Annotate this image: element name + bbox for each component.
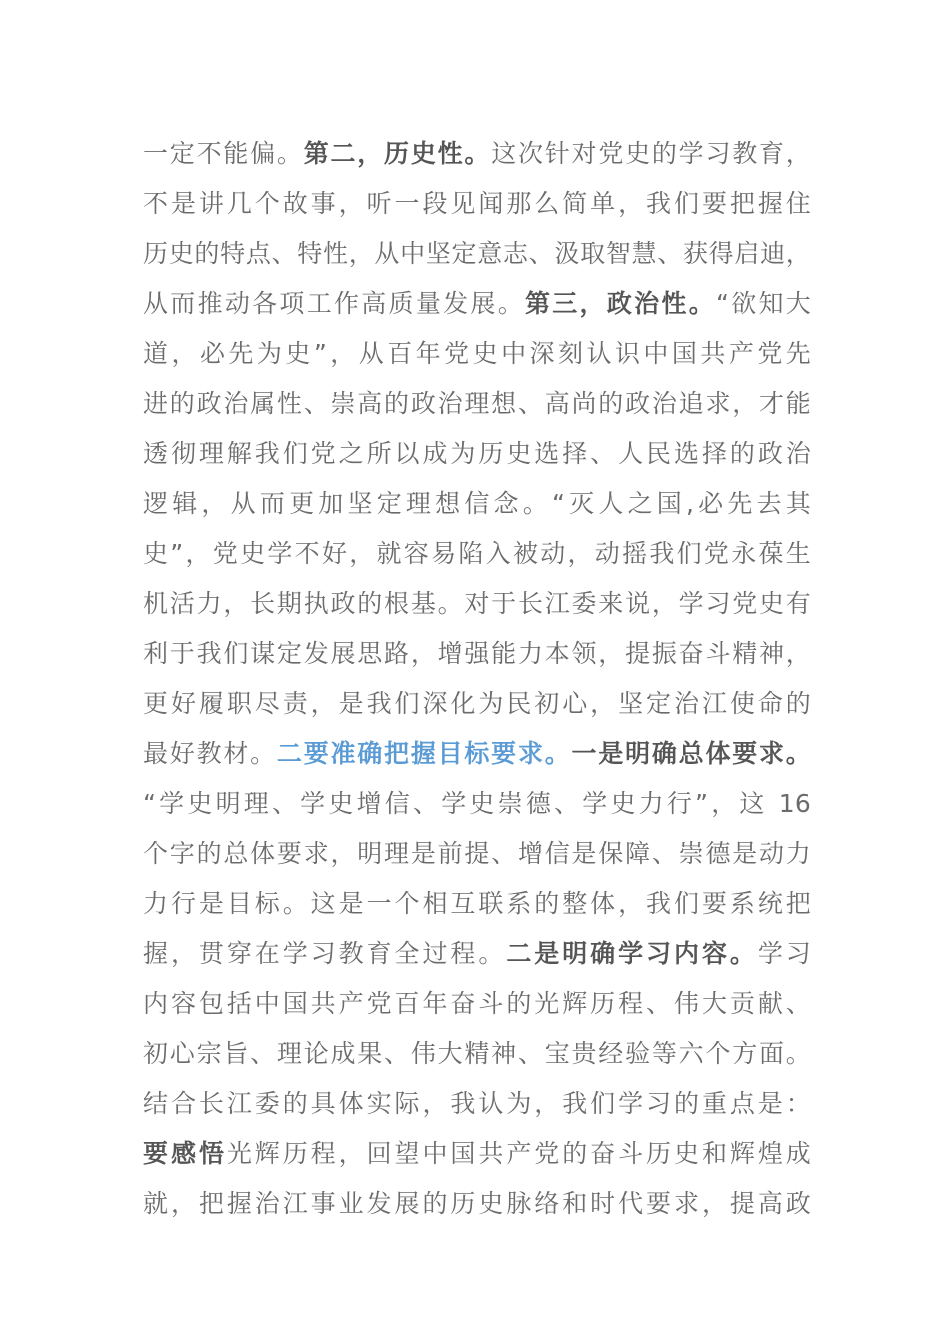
- bold-heading: 一是明确总体要求。: [571, 739, 811, 768]
- text-line: [143, 679, 811, 729]
- text-run: 握，贯穿在学习教育全过程。: [143, 939, 507, 968]
- text-run: 更好履职尽责，是我们深化为民初心，坚定治江使命的: [143, 689, 811, 718]
- text-run: 历史的特点、特性，从中坚定意志、汲取智慧、获得启迪，: [143, 239, 811, 268]
- bold-heading: 二是明确学习内容。: [506, 939, 758, 968]
- text-run: 道，必先为史”，从百年党史中深刻认识中国共产党先: [143, 339, 811, 368]
- text-line: [143, 279, 811, 329]
- text-line: [143, 1129, 811, 1179]
- text-run: 内容包括中国共产党百年奋斗的光辉历程、伟大贡献、: [143, 989, 811, 1018]
- text-run: 就，把握治江事业发展的历史脉络和时代要求，提高政: [143, 1189, 811, 1218]
- text-run: 一定不能偏。: [143, 139, 304, 168]
- text-run: “欲知大: [715, 289, 811, 318]
- text-run: 逻辑，从而更加坚定理想信念。“灭人之国,必先去其: [143, 489, 811, 518]
- text-line: [143, 129, 811, 179]
- text-run: 不是讲几个故事，听一段见闻那么简单，我们要把握住: [143, 189, 811, 218]
- text-run: 最好教材。: [143, 739, 277, 768]
- text-run: 透彻理解我们党之所以成为历史选择、人民选择的政治: [143, 439, 811, 468]
- text-run: 从而推动各项工作高质量发展。: [143, 289, 525, 318]
- text-line: [143, 929, 811, 979]
- text-run: 进的政治属性、崇高的政治理想、高尚的政治追求，才能: [143, 389, 811, 418]
- text-line: [143, 629, 811, 679]
- text-line: [143, 379, 811, 429]
- text-line: [143, 479, 811, 529]
- bold-heading: 要感悟: [143, 1139, 227, 1168]
- text-run: 这次针对党史的学习教育，: [491, 139, 811, 168]
- text-run: 光辉历程，回望中国共产党的奋斗历史和辉煌成: [226, 1139, 811, 1168]
- text-line: [143, 779, 811, 829]
- highlighted-heading: 二要准确把握目标要求。: [276, 739, 572, 768]
- text-line: [143, 879, 811, 929]
- text-line: [143, 429, 811, 479]
- text-line: [143, 579, 811, 629]
- text-run: 结合长江委的具体实际，我认为，我们学习的重点是：: [143, 1089, 811, 1118]
- text-line: [143, 229, 811, 279]
- text-line: [143, 729, 811, 779]
- text-line: [143, 979, 811, 1029]
- text-line: [143, 329, 811, 379]
- bold-heading: 第三，政治性。: [524, 289, 716, 318]
- text-run: 个字的总体要求，明理是前提、增信是保障、崇德是动力: [143, 839, 811, 868]
- text-run: 学习: [757, 939, 811, 968]
- text-run: 史”，党史学不好，就容易陷入被动，动摇我们党永葆生: [143, 539, 811, 568]
- text-run: “学史明理、学史增信、学史崇德、学史力行”，这 16: [143, 789, 811, 818]
- text-line: [143, 1179, 811, 1229]
- bold-heading: 第二，历史性。: [303, 139, 492, 168]
- body-paragraph: [143, 129, 811, 1229]
- text-line: [143, 529, 811, 579]
- text-line: [143, 179, 811, 229]
- text-run: 初心宗旨、理论成果、伟大精神、宝贵经验等六个方面。: [143, 1039, 811, 1068]
- text-run: 力行是目标。这是一个相互联系的整体，我们要系统把: [143, 889, 811, 918]
- text-line: [143, 1079, 811, 1129]
- text-line: [143, 829, 811, 879]
- text-run: 利于我们谋定发展思路，增强能力本领，提振奋斗精神，: [143, 639, 811, 668]
- text-line: [143, 1029, 811, 1079]
- text-run: 机活力，长期执政的根基。对于长江委来说，学习党史有: [143, 589, 811, 618]
